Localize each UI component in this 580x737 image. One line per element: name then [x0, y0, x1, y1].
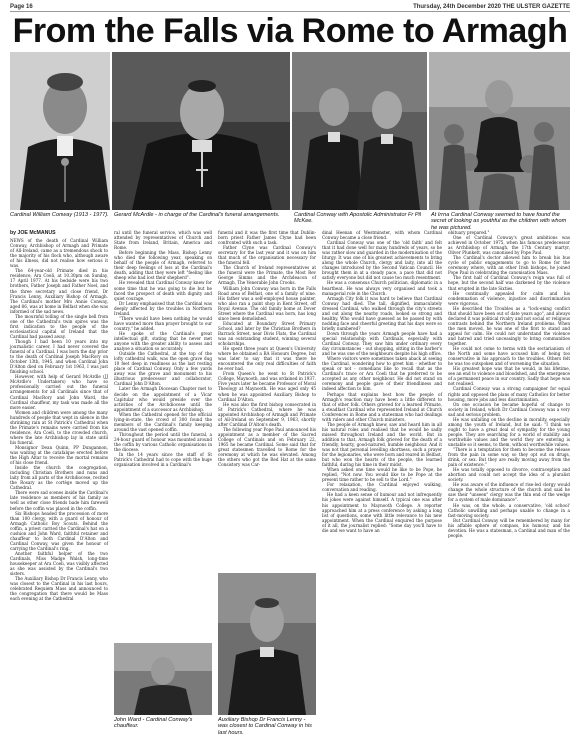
- caption-conway-portrait: Cardinal William Conway (1913 - 1977).: [10, 212, 109, 218]
- paragraph: NEWS of the death of Cardinal William Conway, Archbishop of Armagh and Primate of All-Ireland, came as a tremendous shock to the majority of his flock who, although aware of his illness, did not realise how serious it was.: [10, 238, 108, 269]
- paragraph: Cardinal Conway was a strong campaigner for equal rights and opposed the plans of many Catholics for better housing, more jobs and less discrimination.: [448, 386, 570, 402]
- paragraph: When asked one time would he like to be Pope, he replied, "Not now. You would like to be Pope at the present time rather to be sell to the Lord.": [322, 467, 442, 483]
- paragraph: Dr Lenny emphasised that the Cardinal was deeply affected by the troubles in Northern Ireland.: [114, 300, 212, 316]
- paragraph: He revealed that Cardinal Conway knew for some time that he was going to die but he faced the prospect of death with dignity and quiet courage.: [114, 280, 212, 301]
- paragraph: The mournful tolling of the single bell from one of the Cathedral's twin spires was the first indication to the people of the ecclesiastical capital of Ireland that the Cardinal had passed away.: [10, 313, 108, 339]
- paragraph: He had a keen sense of humour and not infrequently his jokes were against himself. A typical one was after his appointment to Maynooth College. A reporter approached him at a press conference by asking a long list of questions, some with little relevance to his new appointment. When the Cardinal enquired the purpose of it all, the journalist replied: "Some day you'll have to die and we want to have an: [322, 492, 442, 533]
- paragraph: He was aware of the influence of rise-led clergy would change the whole structure of the church and said he saw their "unseen" clergy was the thin end of the wedge for a system of male dominance".: [448, 482, 570, 503]
- paragraph: Armagh City folk it was hard to believe that Cardinal Conway had died. The tall, dignified, immaculately dressed Cardinal, who walked through the city's streets and out along the nearby roads, looked so strong and healthy. Who would have guessed as he passed by with nodding face and cheerful greeting that his days were so briefly numbered?: [322, 295, 442, 331]
- dateline: Thursday, 24th December 2020 THE ULSTER GAZETTE: [413, 3, 570, 10]
- paragraph: Though I had been 10 years into my journalistic career, I had never covered the funeral of a Cardinal. I was born the day prior to the death of Cardinal Joseph MacRory on October 13th, 1945, and when Cardinal John D'Alton died on February 1st 1963, I was just finishing school.: [10, 338, 108, 375]
- paragraph: From Queen's he went to St Patrick's College, Maynooth, and was ordained in 1937. Five years later he became Professor of Moral Theology at Maynooth. He was aged only 45 when he was appointed Auxiliary Bishop to Cardinal D'Alton.: [218, 371, 316, 402]
- paragraph: Educated at Boundary Street Primary School, and later by the Christian Brothers in Barrack Street, near Divis Flats, the Cardinal was an outstanding student, winning several scholarships.: [218, 320, 316, 347]
- paragraph: Father Clyne was Cardinal Conway's secretary for the last year and it was on him that much of the organisation necessary for the funeral fell.: [218, 245, 316, 266]
- photo-conway-portrait: [10, 52, 110, 210]
- paragraph: Inside the church the congregation, including Christian Brothers and nuns and laity from all parts of the Archdiocese, recited the Rosary as the cortège moved up the Cathedral.: [10, 465, 108, 491]
- paragraph: The Church of Ireland representatives at the funeral were the Primate, the Most Rev George Simms and the Archdeacon of Armagh, The Venerable John Crooks.: [218, 265, 316, 286]
- paragraph: "There would have been nothing he would have wanted more than prayer brought to our country," he added.: [114, 315, 212, 331]
- paragraph: obituary prepared.": [448, 230, 490, 235]
- text-column-3: [218, 230, 316, 570]
- photo-chauffeur: [114, 643, 212, 715]
- caption-conway-apostolic: Cardinal Conway with Apostolic Administrator Fr Pil McKee.: [294, 212, 422, 225]
- paragraph: Women and children were among the many hundreds of people that wept in silence in the shrinking rain at St Patrick's Cathedral when the Primate's remains were carried from his residence, Ara Coeli, to the crowded church, where the late Archbishop lay in state until his funeral.: [10, 409, 108, 445]
- paragraph: He was totally opposed to divorce, contraception and abortion and could not accept the idea of a pluralist society.: [448, 467, 570, 483]
- paragraph: He continually appealed for calm and his condemnation of violence, injustice and discrimination were vigorous.: [448, 290, 570, 306]
- paragraph: "There is a temptation for them to become the release from the pain in some way so they opt out on drugs, drink, or sex. But they are really moving away from the pain of existence.": [448, 447, 570, 468]
- text-column-2: [114, 230, 212, 640]
- paragraph: Throughout the period until the funeral, a 24-hour guard of honour was mounted around the coffin by various Catholic organisations in the diocese.: [114, 431, 212, 453]
- headline: From the Falls via Rome to Armagh: [12, 12, 568, 50]
- byline: by JOE McMANUS: [10, 230, 56, 236]
- text-column-1: [10, 230, 108, 730]
- paragraph: He spoke of the Cardinal's great intellectual gift, stating that he never met anyone with the greater ability to assess and analyse a situation so accurately.: [114, 330, 212, 352]
- paragraph: William John Conway was born in the Falls Road area of Belfast, one of a family of nine. His father was a self-employed house painter, who also ran a paint shop in Kent Street, off Royal Avenue. The old family home at Dover Street where the Cardinal was born, has long since been demolished.: [218, 285, 316, 321]
- paragraph: In the 14 years since the staff of St Patrick's Cathedral had to cope with the huge organisation involved in a Cardinal's: [114, 452, 212, 468]
- paragraph: He was, on the whole, a conservative, 'old school' Catholic unwilling and perhaps unable to change in a fast-moving society.: [448, 502, 570, 518]
- paragraph: For relaxation, the Cardinal enjoyed walking, conversation and reading.: [322, 482, 442, 493]
- paragraph: He spent three years at Queen's University where he obtained a BA Honours Degree, but was later to say that it was there he encountered the only real difficulties of faith he ever had.: [218, 346, 316, 372]
- paragraph: The first half of Cardinal Conway's reign was full of hope, but the second half was darkened by the violence that erupted in the late Sixties.: [448, 275, 570, 291]
- paragraph: The Auxiliary Bishop Dr Francis Lenny, who was closest to the Cardinal in his last hours, celebrated Requiem Mass and announced to the congregation that there would be Mass each evening at the Cathedral: [10, 576, 108, 602]
- paragraph: The people of Armagh knew, saw and heard him in all his natural roles and realised that he would be sadly missed throughout Ireland and the world. But in addition to that, Armagh folk grieved for the death of a friendly, hearty, good-natured, humble neighbour. And it was not that personal levelling shortness, such a prayer for the legionaries, who were born and reared in Belfast, but who won the hearts of the people, the learned faithful, during his time in their midst.: [322, 421, 442, 468]
- paragraph: Monsignor Dean Quinn, PP Dungannon, was waiting at the catafalque erected before the High Altar to receive the mortal remains of his close friend.: [10, 444, 108, 466]
- paragraph: The following year Pope Paul announced his appointment as a member of the Sacred College of Cardinals and on February 22, 1965 he became Cardinal. Some said that for great statesmen travelled to Rome for the ceremony at which he was elevated. Among the others who got the Red Hat at the same Consistory was Car-: [218, 426, 316, 468]
- paragraph: dinal Heenan of Westminster, with whom Cardinal Conway became a close friend.: [322, 230, 442, 241]
- text-column-4: [322, 230, 442, 730]
- paragraph: Where visitors were sometimes taken aback at seeing the Cardinal, wondering how to greet him - whether to speak or not - comedians like to recall that as the Cardinal's trace or Ara Coeli that he preferred to be accepted as any other neighbour. He did not stand on ceremony and people gave of their friendliness and indeed affection to him.: [322, 356, 442, 392]
- caption-chauffeur: John Ward - Cardinal Conway's chauffeur.: [114, 717, 193, 730]
- paragraph: Before beginning the Mass, Bishop Lenny who died the following year, speaking on behalf of the people of Armagh, referred to their deep feelings of loss at the Cardinal's death, adding that they were left "feeling like sheep who had lost their shepherd".: [114, 250, 212, 281]
- paragraph: However, with help of Gerard McArdle (JJ McArdle's Undertakers) who have so professionally carried out the funeral arrangements for all Cardinals since that of Cardinal MacRory and John Ward, the Cardinal chauffeur, my task was made all the more easier.: [10, 374, 108, 410]
- paragraph: He was unfailing on the decline in morality, especially among the youth of Ireland, but he said: "I think we ought to have a great deal of sympathy for the young people. They are searching for a world of stability and worthwhile values and the world they are entering is unstable so it seems, to them, without worthwhile values.: [448, 416, 570, 447]
- paragraph: Perhaps that explains best how the people of Armagh's reaction may have been a little different to that of other folk. Others grieved for a learned Primate, a steadfast Cardinal who represented Ireland at Church Conferences in Rome and a statesman who had dealings with rulers and other Church ministers.: [322, 391, 442, 422]
- paragraph: The 64-year-old Primate died in his residence, Ara Coeli, at 10.30pm on Sunday, 17 April 1977. At his bedside were his two brothers, Father Joseph and Father Noel, and the three secretary and close friend, Dr Francis Lenny, Auxiliary Bishop of Armagh. The Cardinal's mother Mrs Annie Conway, aged 86, was at home in Belfast when she was informed of the sad news.: [10, 268, 108, 314]
- paragraph: There were sad scenes inside the Cardinal's late residence as members of his family as well as other close friends bade him farewell before the coffin was placed in the coffin.: [10, 490, 108, 511]
- photo-children: [429, 52, 570, 210]
- paragraph: He could not come to terms with the sectarianism of the North and some have accused him of being too conservative in his approach to the troubles. Others felt he was too outspoken and of worsening the situation.: [448, 346, 570, 367]
- caption-children: At Irrna Cardinal Conway seemed to have found the secret of looking as youthful as the children with whom he was pictured.: [431, 212, 567, 231]
- paragraph: The Cardinal's doctor allowed him to break his bus cycle of public engagements to go to Rome for the ceremony where, with an other Irish bishops, he joined Pope Paul in celebrating the canonisation Mass.: [448, 255, 570, 276]
- paragraph: Down through the years Armagh people have had a special relationship with Cardinals, especially with Cardinal Conway. They saw him under ordinary every day circumstances - out shopping, sitting in the barber's and he was one of the neighbours despite his high office.: [322, 330, 442, 357]
- paragraph: On one occasion he became hopeful of change to society in Ireland, which Dr Cardinal Conway was a very sad and serious problem.: [448, 401, 570, 417]
- photo-conway-apostolic: [292, 52, 427, 210]
- caption-mcardle: Gerard McArdle - in charge of the Cardinal's funeral arrangements.: [114, 212, 280, 218]
- paragraph: Outside the Cathedral, at the top of the lofty cathedral walk, was the open grave dug 10 feet deep in readiness as the last resting place of Cardinal Conway. Only a few yards away was the grave and monument to his illustrious predecessor and collaborator, Cardinal John D'Alton.: [114, 351, 212, 387]
- paragraph: Another faithful helper of the two Cardinals, Miss Madge Walsh, long-time housekeeper at Ara Coeli, was visibly affected as she was assisted by the Cardinal's two sisters.: [10, 550, 108, 577]
- paragraph: Six Bishops headed the procession of more than 100 clergy, with a guard of honour of Armagh Catholic Boy Scouts. Behind the coffin, a priest carried the Cardinal's hat on a cushion and John Ward, faithful retainer and chauffeur to both Cardinal D'Alton and Cardinal Conway, was given the honour of carrying the Cardinal's ring.: [10, 510, 108, 551]
- text-column-5: [448, 230, 570, 730]
- photo-auxiliary-bishop: [218, 573, 316, 715]
- paragraph: When the Cathedral opened for the official lying-in-state, the crowd of 300 found the members of the Cardinal's family keeping around the vast opened coffin.: [114, 411, 212, 432]
- paragraph: His greatest hope was that he would, in his lifetime, see an end to violence and bloodshed, and the emergence of a permanent peace in our country. Sadly that hope was not realised.: [448, 366, 570, 387]
- paragraph: He was also the first bishop consecrated in St Patrick's Cathedral, where he was appointed Archbishop of Armagh and Primate of All-Ireland on September 9, 1963, shortly after Cardinal D'Alton's death.: [218, 401, 316, 427]
- paragraph: Later the Armagh Diocesan Chapter met to decide on the appointment of a Vicar Capitular who would preside over the activities of the Archdiocese until the appointment of a successor as Archbishop.: [114, 386, 212, 412]
- paragraph: He was a consensus Church politician, diplomatic in a heartbeat. He was always very organised and took a managerial role in the Church.: [322, 280, 442, 296]
- paragraph: He described the Troubles as a "lock-ening conflict that should have been out of date years ago", and always declared it was political rivalry and not social or religious contrasts behind the Northern Ireland problems. When the men moved, he was one of the first to stand and appeal for calm. He could not understand the violence and hatred and tried unceasingly to bring communities together.: [448, 305, 570, 347]
- paragraph: ral until the funeral service, which was well attended by representatives of Church and State from Ireland, Britain, America and Rome.: [114, 230, 212, 251]
- caption-auxiliary-bishop: Auxiliary Bishop Dr Francis Lenny - was closest to Cardinal Conway in his last hours.: [218, 717, 312, 736]
- paragraph: One of Cardinal Conway's great ambitions was achieved in October 1975, when his famous predecessor as Archbishop of Armagh, the 17th Century martyr, Oliver Plunkett, was canonised by Pope Paul.: [448, 235, 570, 256]
- photo-cardinal-robes: [112, 52, 290, 210]
- paragraph: funeral and it was the first time that Dublin-born priest Father James Clyne had been confronted with such a task.: [218, 230, 316, 246]
- paragraph: Cardinal Conway was one of the 'old faith' and felt that it had done well for many hundreds of years, so he was rather slow and guarded in the modernisation of the liturgy. It was one of his greatest achievements to bring along the whole Church, clergy and laity, into all the changes introduced by the Second Vatican Council. He brought them in at a steady pace, a pace that did not satisfy everyone but did not cause too much resentment.: [322, 240, 442, 281]
- paragraph: But Cardinal Conway will be remembered by many for his affable sphere of compass, his humour, and his devotion. He was a statesman, a Cardinal and man of the people.: [448, 517, 570, 538]
- page-number: Page 16: [10, 3, 33, 10]
